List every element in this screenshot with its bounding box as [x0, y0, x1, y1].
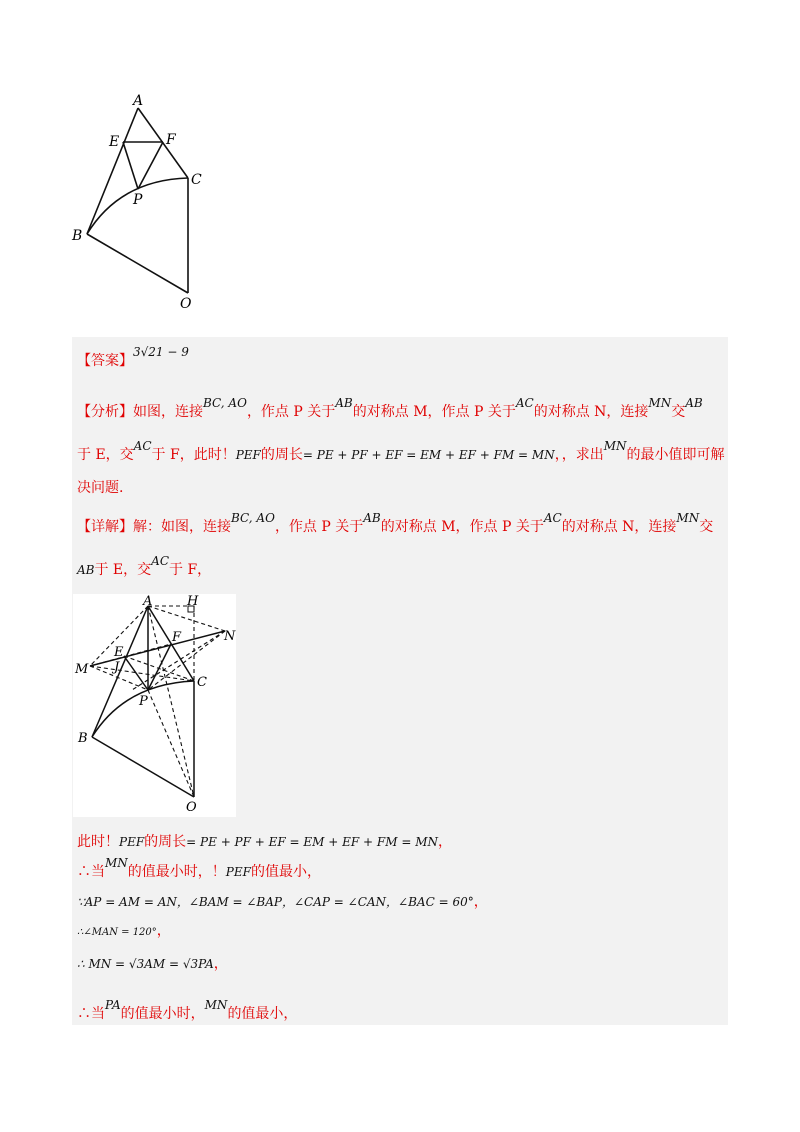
math: ∴ MN = √3AM = √3PA — [77, 957, 214, 971]
math: AB — [685, 396, 703, 410]
analysis-text: 的最小值即可解 — [626, 447, 725, 463]
math: BC, AO — [203, 396, 247, 410]
fig1-label-C: C — [191, 172, 202, 188]
step-text: ， — [438, 834, 452, 850]
analysis-text: 交 — [671, 404, 686, 420]
fig1-label-A: A — [133, 93, 144, 109]
math: MN — [648, 396, 672, 410]
detail-text: 于 E，交 — [94, 562, 152, 578]
geometry-figure-2 — [73, 594, 236, 817]
math: AC — [151, 554, 170, 568]
step-text: 的周长 — [144, 834, 187, 850]
fig2-label-A: A — [143, 594, 153, 609]
math: MN — [603, 439, 627, 453]
step-text: 的值最小时， — [120, 1006, 205, 1022]
math: AC — [515, 396, 534, 410]
detail-text: ，作点 P 关于 — [274, 519, 364, 535]
fig2-label-J: J — [114, 660, 120, 675]
fig2-label-B: B — [78, 731, 88, 746]
analysis-text: 如图，连接 — [133, 404, 203, 420]
fig2-label-C: C — [197, 675, 207, 690]
analysis-text: 于 E，交 — [77, 447, 134, 463]
step-text: 此时！ — [77, 834, 119, 850]
step-text: ， — [473, 894, 488, 910]
detail-text: 交 — [699, 519, 714, 535]
math: AB — [335, 396, 353, 410]
math: AB — [77, 563, 95, 577]
step-1 — [77, 833, 452, 851]
detail-text: 解：如图，连接 — [133, 519, 231, 535]
answer-value: 3√21 − 9 — [133, 345, 189, 359]
step-text: ∴当 — [77, 864, 105, 880]
math: PEF — [235, 448, 261, 462]
math: MN — [676, 511, 700, 525]
analysis-text: 决问题. — [77, 480, 124, 496]
math: BC, AO — [231, 511, 275, 525]
analysis-tag: 【分析】 — [77, 404, 133, 420]
math: MN — [204, 998, 228, 1012]
math: PA — [105, 998, 121, 1012]
detail-tag: 【详解】 — [77, 519, 133, 535]
fig2-label-M: M — [75, 662, 89, 677]
step-text: ， — [213, 956, 228, 972]
analysis-text: 于 F，此时！ — [151, 447, 236, 463]
math: PEF — [225, 865, 251, 879]
analysis-text: 的对称点 N，连接 — [533, 404, 649, 420]
math: ∴∠MAN = 120° — [77, 927, 157, 938]
step-text: 的值最小， — [227, 1006, 298, 1022]
step-6 — [77, 998, 298, 1023]
detail-text: 的对称点 M，作点 P 关于 — [380, 519, 544, 535]
math: AC — [133, 439, 152, 453]
math: AB — [363, 511, 381, 525]
math: AC — [543, 511, 562, 525]
analysis-line-3 — [77, 479, 123, 497]
fig2-label-P: P — [139, 694, 148, 709]
fig2-label-O: O — [186, 800, 197, 815]
analysis-text: ，，求出 — [554, 447, 604, 463]
analysis-text: 的周长 — [260, 447, 303, 463]
step-text: 的值最小， — [250, 864, 321, 880]
fig1-label-F: F — [166, 132, 176, 148]
fig2-label-N: N — [224, 629, 236, 644]
fig1-label-B: B — [72, 228, 83, 244]
analysis-line-2 — [77, 439, 725, 464]
detail-text: 的对称点 N，连接 — [561, 519, 677, 535]
step-text: ∴当 — [77, 1006, 105, 1022]
fig2-label-F: F — [172, 630, 182, 645]
step-text: ， — [156, 923, 171, 939]
fig1-label-E: E — [109, 134, 120, 150]
analysis-text: 的对称点 M，作点 P 关于 — [352, 404, 516, 420]
detail-line-2 — [77, 554, 212, 579]
fig1-label-O: O — [180, 296, 192, 312]
math: = PE + PF + EF = EM + EF + FM = MN — [302, 448, 555, 462]
step-text: 的值最小时，！ — [127, 864, 226, 880]
math: = PE + PF + EF = EM + EF + FM = MN — [186, 835, 438, 849]
math: PEF — [119, 835, 145, 849]
math: MN — [105, 856, 128, 870]
detail-line-1 — [77, 511, 714, 536]
step-3 — [77, 893, 488, 911]
analysis-text: ，作点 P 关于 — [246, 404, 336, 420]
fig2-label-H: H — [187, 594, 199, 609]
analysis-line-1 — [77, 396, 703, 421]
step-2 — [77, 856, 321, 881]
answer-line — [77, 345, 189, 370]
math: ∵AP = AM = AN，∠BAM = ∠BAP，∠CAP = ∠CAN，∠BAC = 60° — [77, 895, 474, 909]
detail-text: 于 F， — [169, 562, 212, 578]
answer-tag: 【答案】 — [77, 353, 133, 369]
fig2-label-E: E — [114, 645, 124, 660]
fig1-label-P: P — [133, 192, 143, 208]
step-4 — [77, 922, 171, 942]
step-5 — [77, 955, 228, 973]
geometry-figure-1 — [60, 88, 220, 314]
